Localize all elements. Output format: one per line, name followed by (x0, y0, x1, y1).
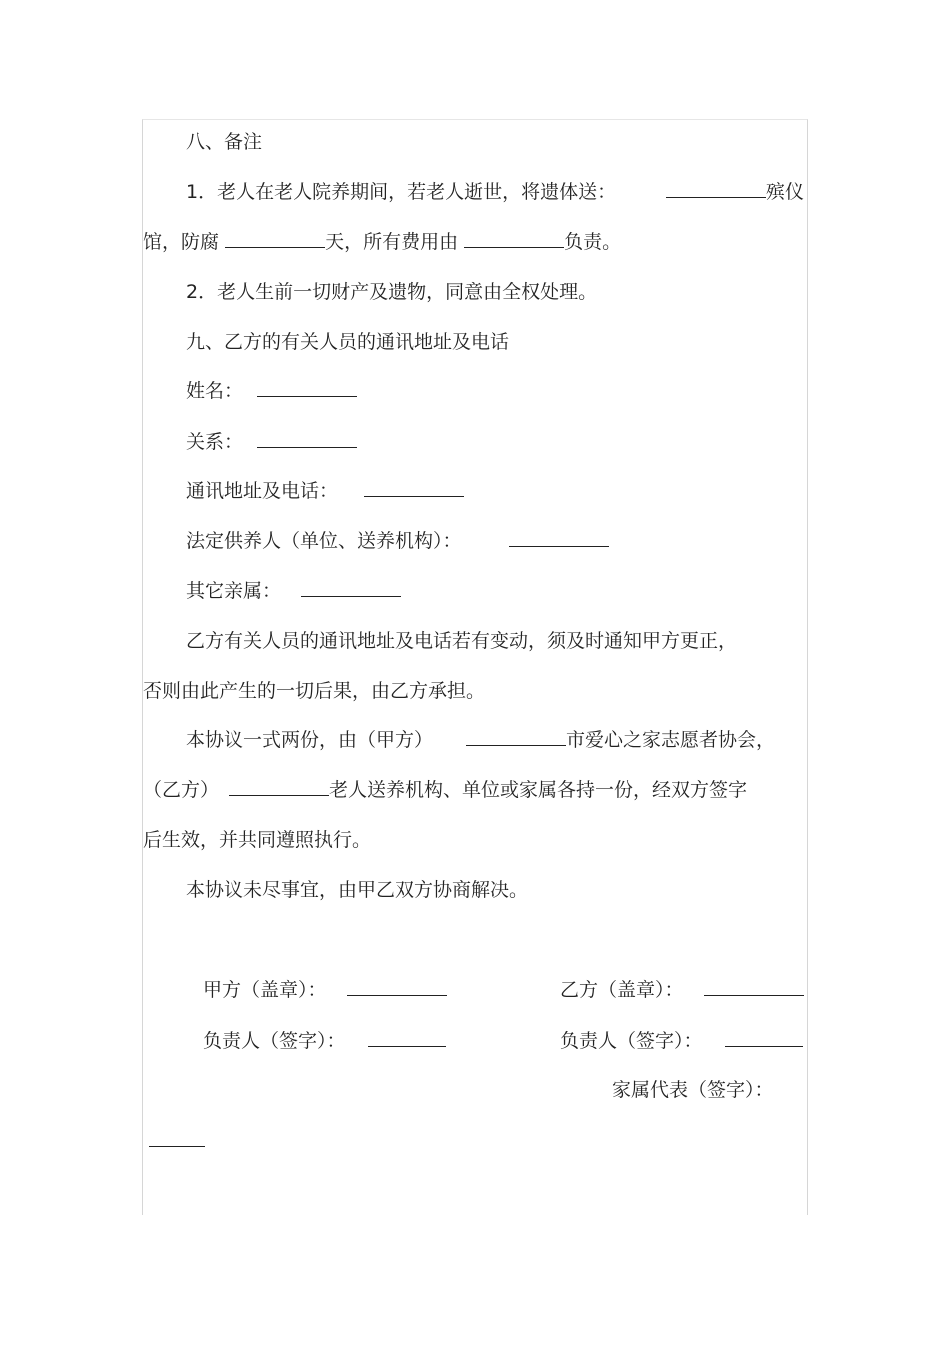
notice-line-1: 乙方有关人员的通讯地址及电话若有变动，须及时通知甲方更正， (186, 630, 738, 652)
section-9-heading: 九、乙方的有关人员的通讯地址及电话 (186, 331, 510, 353)
family-rep-blank[interactable] (149, 1128, 205, 1147)
agreement-text-1: 本协议一式两份，由（甲方） (186, 729, 434, 751)
agreement-line-1-end (466, 727, 775, 753)
item-1-text-3: 天，所有费用由 (325, 231, 459, 253)
party-a-person-row (203, 1028, 446, 1054)
item-2: 2．老人生前一切财产及遗物，同意由全权处理。 (186, 281, 598, 303)
contact-row (186, 478, 464, 504)
party-b-blank[interactable] (229, 777, 329, 796)
guardian-blank-wrap (509, 528, 609, 554)
party-b-person-label: 负责人（签字）： (560, 1030, 703, 1052)
agreement-text-3: （乙方） (143, 779, 220, 801)
agreement-text-2: 市爱心之家志愿者协会， (566, 729, 776, 751)
guardian-blank[interactable] (509, 528, 609, 547)
party-b-seal-label: 乙方（盖章）： (560, 979, 684, 1001)
relation-label: 关系： (186, 431, 244, 453)
preservation-days-blank[interactable] (225, 229, 325, 248)
item-1-line-1-end (666, 179, 804, 205)
item-1-text-4: 负责。 (564, 231, 622, 253)
name-row (186, 378, 357, 404)
relation-row (186, 429, 357, 455)
item-1-line-1 (186, 179, 616, 205)
party-a-seal-blank[interactable] (347, 977, 447, 996)
relatives-row (186, 578, 401, 604)
party-b-seal-blank[interactable] (704, 977, 804, 996)
relatives-blank[interactable] (301, 578, 401, 597)
payer-blank[interactable] (464, 229, 564, 248)
family-rep-row (612, 1077, 774, 1103)
party-b-seal-row (560, 977, 804, 1003)
item-1-text: 1．老人在老人院养期间，若老人逝世，将遗体送： (186, 181, 617, 203)
party-a-person-blank[interactable] (368, 1028, 446, 1047)
family-rep-blank-wrap (149, 1128, 205, 1154)
city-blank[interactable] (466, 727, 566, 746)
guardian-label: 法定供养人（单位、送养机构）： (186, 530, 462, 552)
agreement-text-4: 老人送养机构、单位或家属各持一份，经双方签字 (329, 779, 748, 801)
party-a-seal-label: 甲方（盖章）： (203, 979, 327, 1001)
relation-blank[interactable] (257, 429, 357, 448)
agreement-line-2-end (229, 777, 747, 803)
name-label: 姓名： (186, 380, 244, 402)
agreement-line-1 (186, 727, 433, 753)
item-1-text-2: 馆，防腐 (143, 231, 220, 253)
name-blank[interactable] (257, 378, 357, 397)
party-a-seal-row (203, 977, 447, 1003)
party-b-person-blank[interactable] (725, 1028, 803, 1047)
contact-blank[interactable] (364, 478, 464, 497)
funeral-home-blank[interactable] (666, 179, 766, 198)
agreement-line-2 (143, 777, 219, 803)
guardian-row (186, 528, 462, 554)
relatives-label: 其它亲属： (186, 580, 282, 602)
contact-label: 通讯地址及电话： (186, 480, 339, 502)
item-1-suffix: 殡仪 (766, 181, 805, 203)
party-a-person-label: 负责人（签字）： (203, 1030, 346, 1052)
notice-line-2: 否则由此产生的一切后果，由乙方承担。 (143, 680, 486, 702)
agreement-line-3: 后生效，并共同遵照执行。 (143, 829, 372, 851)
party-b-person-row (560, 1028, 803, 1054)
family-rep-label: 家属代表（签字）： (612, 1079, 774, 1101)
agreement-line-4: 本协议未尽事宜，由甲乙双方协商解决。 (186, 879, 529, 901)
item-1-line-2 (143, 229, 621, 255)
section-8-heading: 八、备注 (186, 131, 263, 153)
